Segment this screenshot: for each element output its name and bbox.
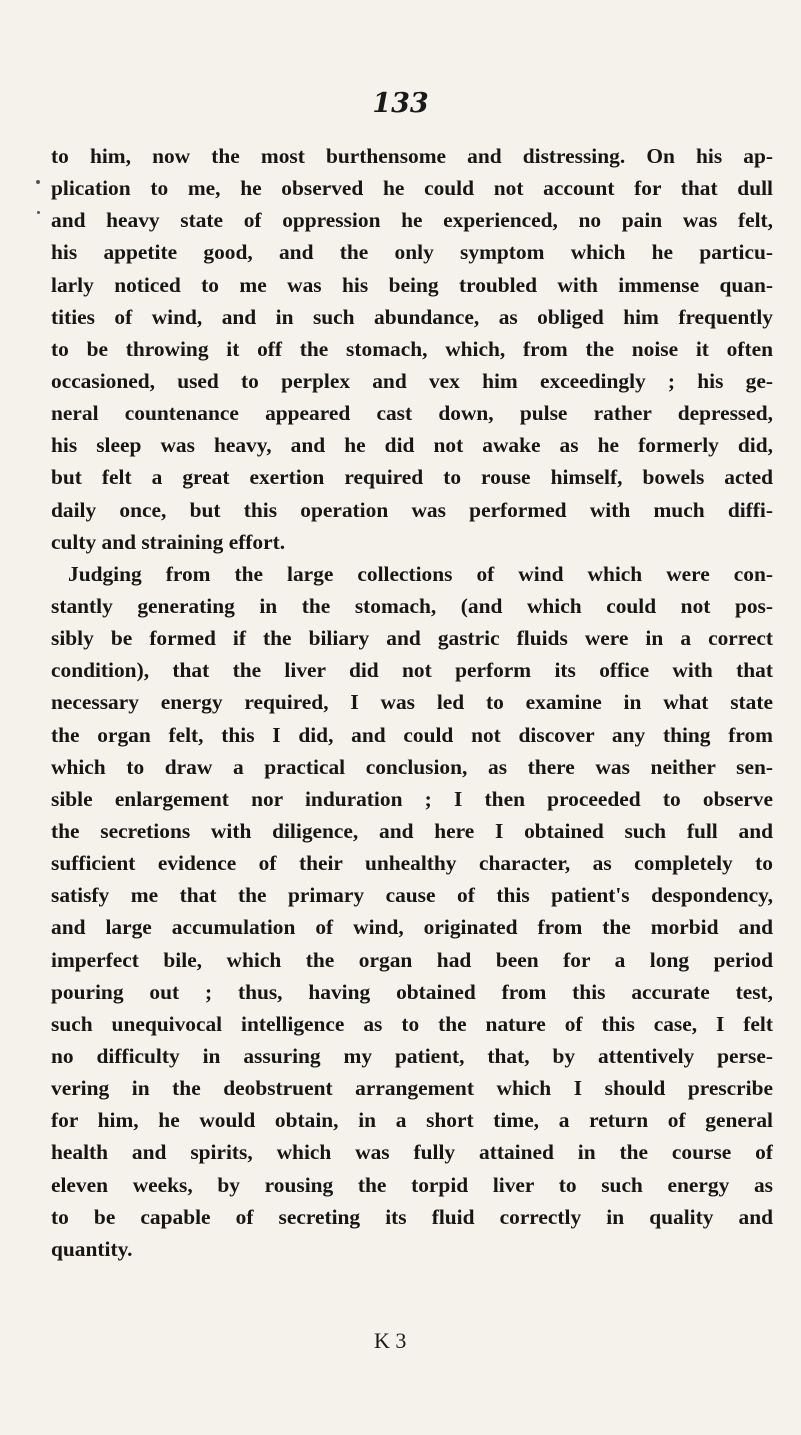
text-line: necessary energy required, I was led to examine in what state	[51, 690, 773, 715]
text-line: but felt a great exertion required to rouse himself, bowels acted	[51, 465, 773, 490]
text-line: for him, he would obtain, in a short time, a return of general	[51, 1108, 773, 1133]
text-line: neral countenance appeared cast down, pulse rather depressed,	[51, 401, 773, 426]
text-line: daily once, but this operation was performed with much diffi-	[51, 497, 773, 522]
text-line: no difficulty in assuring my patient, that, by attentively perse-	[51, 1043, 773, 1068]
text-line: such unequivocal intelligence as to the nature of this case, I felt	[51, 1011, 773, 1036]
text-line: the secretions with diligence, and here I obtained such full and	[51, 818, 773, 843]
text-line: Judging from the large collections of wind which were con-	[68, 561, 773, 586]
text-line: which to draw a practical conclusion, as there was neither sen-	[51, 754, 773, 779]
signature-mark: K 3	[374, 1328, 407, 1353]
text-line: the organ felt, this I did, and could not discover any thing from	[51, 722, 773, 747]
text-line: quantity.	[51, 1236, 133, 1261]
text-line: sibly be formed if the biliary and gastric fluids were in a correct	[51, 626, 773, 651]
text-line: eleven weeks, by rousing the torpid liver to such energy as	[51, 1172, 773, 1197]
text-line: sible enlargement nor induration ; I then proceeded to observe	[51, 786, 773, 811]
text-line: satisfy me that the primary cause of this patient's despondency,	[51, 883, 773, 908]
text-line: imperfect bile, which the organ had been for a long period	[51, 947, 773, 972]
text-line: to be capable of secreting its fluid correctly in quality and	[51, 1204, 773, 1229]
text-line: and heavy state of oppression he experienced, no pain was felt,	[51, 208, 773, 233]
text-line: condition), that the liver did not perform its office with that	[51, 658, 773, 683]
margin-speck	[36, 180, 40, 184]
text-line: plication to me, he observed he could not account for that dull	[51, 176, 773, 201]
page-number: 133	[372, 88, 429, 119]
text-line: pouring out ; thus, having obtained from this accurate test,	[51, 979, 773, 1004]
text-line: vering in the deobstruent arrangement which I should prescribe	[51, 1076, 773, 1101]
text-line: larly noticed to me was his being troubled with immense quan-	[51, 272, 773, 297]
text-line: stantly generating in the stomach, (and which could not pos-	[51, 593, 773, 618]
text-line: health and spirits, which was fully attained in the course of	[51, 1140, 773, 1165]
margin-speck	[37, 211, 40, 214]
text-line: to be throwing it off the stomach, which, from the noise it often	[51, 336, 773, 361]
text-line: his appetite good, and the only symptom which he particu-	[51, 240, 773, 265]
text-line: culty and straining effort.	[51, 529, 286, 554]
text-line: tities of wind, and in such abundance, as obliged him frequently	[51, 304, 773, 329]
text-line: sufficient evidence of their unhealthy character, as completely to	[51, 851, 773, 876]
text-line: and large accumulation of wind, originated from the morbid and	[51, 915, 773, 940]
text-line: occasioned, used to perplex and vex him exceedingly ; his ge-	[51, 368, 773, 393]
text-line: his sleep was heavy, and he did not awake as he formerly did,	[51, 433, 773, 458]
text-line: to him, now the most burthensome and distressing. On his ap-	[51, 144, 773, 168]
body-text	[51, 140, 773, 1265]
